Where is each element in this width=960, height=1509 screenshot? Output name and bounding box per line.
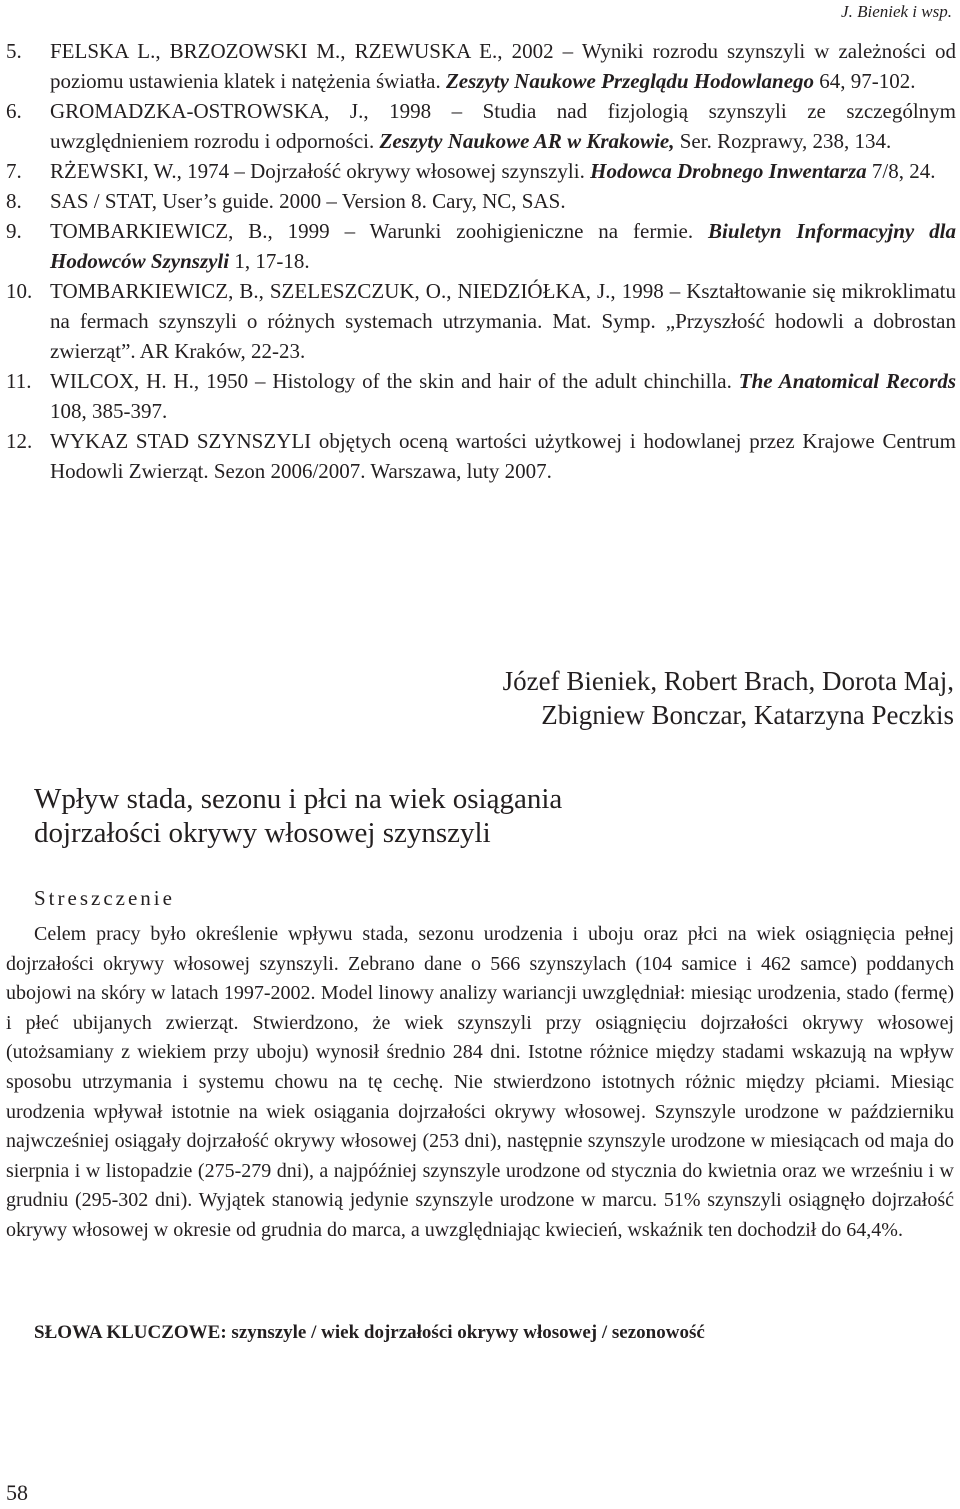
reference-text: [50, 186, 956, 216]
reference-number: 10.: [6, 279, 33, 303]
reference-text: [50, 366, 956, 426]
journal-title: Zeszyty Naukowe Przeglądu Hodowlanego: [445, 69, 815, 93]
article-title: [34, 782, 562, 850]
reference-part: SAS / STAT, User’s guide. 2000 – Version 8. Cary, NC, SAS.: [50, 189, 566, 213]
abstract-heading: Streszczenie: [34, 886, 175, 910]
reference-part: 108, 385-397.: [50, 399, 168, 423]
reference-item: [6, 276, 956, 366]
running-head: J. Bieniek i wsp.: [841, 2, 952, 21]
reference-item: [6, 96, 956, 156]
reference-text: [50, 96, 956, 156]
reference-item: [6, 216, 956, 276]
reference-number: 7.: [6, 159, 22, 183]
reference-number: 9.: [6, 219, 22, 243]
reference-text: [50, 216, 956, 276]
reference-part: 64, 97-102.: [814, 69, 916, 93]
reference-part: 7/8, 24.: [866, 159, 936, 183]
journal-title: Zeszyty Naukowe AR w Krakowie,: [379, 129, 675, 153]
reference-number: 8.: [6, 189, 22, 213]
reference-list: [6, 36, 956, 486]
reference-part: RŻEWSKI, W., 1974 – Dojrzałość okrywy włosowej szynszyli.: [50, 159, 591, 183]
reference-item: [6, 366, 956, 426]
page-number: 58: [6, 1480, 28, 1505]
authors-line-1: Józef Bieniek, Robert Brach, Dorota Maj,: [502, 666, 954, 696]
reference-text: [50, 426, 956, 486]
reference-part: 1, 17-18.: [229, 249, 310, 273]
journal-title: Hodowca Drobnego Inwentarza: [590, 159, 867, 183]
authors: [503, 664, 954, 732]
reference-text: [50, 156, 956, 186]
abstract-text: Celem pracy było określenie wpływu stada, sezonu urodzenia i uboju oraz płci na wiek osiągnięcia pełnej dojrzałości okrywy włosowej szynszyli. Zebrano dane o 566 szynszylach (104 samice i 462 samce) poddanych ubojowi na skóry w latach 1997-2002. Model linowy analizy wariancji uwzględniał: miesiąc urodzenia, stado (fermę) i płeć ubijanych zwierząt. Stwierdzono, że wiek szynszyli przy osiągnięciu dojrzałości okrywy włosowej (utożsamiany z wiekiem przy uboju) wynosił średnio 284 dni. Istotne różnice między stadami wskazują na wpływ sposobu utrzymania i systemu chowu na tę cechę. Nie stwierdzono istotnych różnic między płciami. Miesiąc urodzenia wpływał istotnie na wiek osiągania dojrzałości okrywy włosowej. Szynszyle urodzone w październiku najwcześniej osiągały dojrzałość okrywy włosowej (253 dni), następnie szynszyle urodzone w miesiącach od maja do sierpnia i w listopadzie (275-279 dni), a najpóźniej szynszyle urodzone od stycznia do kwietnia oraz we wrześniu i w grudniu (295-302 dni). Wyjątek stanowią jedynie szynszyle urodzone w marcu. 51% szynszyli osiągnęło dojrzałość okrywy włosowej w okresie od grudnia do marca, a uwzględniając kwiecień, wskaźnik ten dochodził do 64,4%.: [6, 923, 954, 1241]
keywords: SŁOWA KLUCZOWE: szynszyle / wiek dojrzałości okrywy włosowej / sezonowość: [34, 1322, 705, 1343]
reference-text: [50, 276, 956, 366]
reference-part: TOMBARKIEWICZ, B., 1999 – Warunki zoohigieniczne na fermie.: [50, 219, 708, 243]
reference-item: [6, 186, 956, 216]
journal-title: Biuletyn Informacyjny dla Hodowców Szynszyli: [50, 219, 956, 273]
reference-number: 11.: [6, 369, 32, 393]
reference-number: 6.: [6, 99, 22, 123]
journal-title: The Anatomical Records: [738, 369, 956, 393]
reference-number: 12.: [6, 429, 33, 453]
reference-part: GROMADZKA-OSTROWSKA, J., 1998 – Studia nad fizjologią szynszyli ze szczególnym uwzględnieniem rozrodu i odporności.: [50, 99, 956, 153]
reference-text: [50, 36, 956, 96]
reference-item: [6, 426, 956, 486]
reference-part: TOMBARKIEWICZ, B., SZELESZCZUK, O., NIEDZIÓŁKA, J., 1998 – Kształtowanie się mikroklimatu na fermach szynszyli o różnych systemach utrzymania. Mat. Symp. „Przyszłość hodowli a dobrostan zwierząt”. AR Kraków, 22-23.: [50, 279, 956, 363]
article-title-line-2: dojrzałości okrywy włosowej szynszyli: [34, 817, 491, 849]
reference-part: WYKAZ STAD SZYNSZYLI objętych oceną wartości użytkowej i hodowlanej przez Krajowe Centrum Hodowli Zwierząt. Sezon 2006/2007. Warszawa, luty 2007.: [50, 429, 956, 483]
reference-item: [6, 156, 956, 186]
reference-part: FELSKA L., BRZOZOWSKI M., RZEWUSKA E., 2002 – Wyniki rozrodu szynszyli w zależności od poziomu ustawienia klatek i natężenia światła.: [50, 39, 956, 93]
reference-part: Ser. Rozprawy, 238, 134.: [674, 129, 892, 153]
article-title-line-1: Wpływ stada, sezonu i płci na wiek osiągania: [34, 783, 563, 815]
reference-number: 5.: [6, 39, 22, 63]
authors-line-2: Zbigniew Bonczar, Katarzyna Peczkis: [541, 700, 954, 730]
reference-part: WILCOX, H. H., 1950 – Histology of the skin and hair of the adult chinchilla.: [50, 369, 739, 393]
reference-item: [6, 36, 956, 96]
